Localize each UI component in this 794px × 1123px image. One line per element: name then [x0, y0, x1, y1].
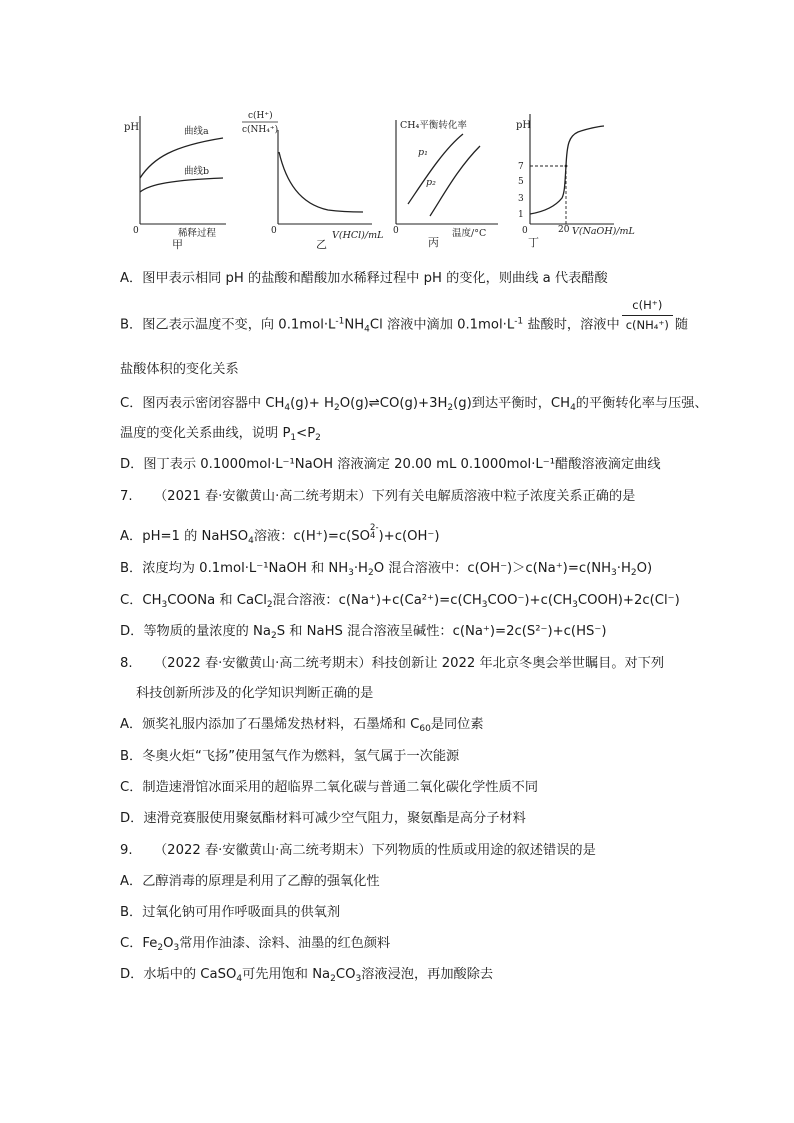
- q7-stem-text: （2021 春·安徽黄山·高二统考期末）下列有关电解质溶液中粒子浓度关系正确的是: [154, 489, 636, 504]
- ding-tick-3: 3: [518, 194, 524, 204]
- jia-x-label: 稀释过程: [178, 228, 217, 239]
- q7-b-text-5: O): [636, 561, 653, 576]
- q7-c-text-1: C．CH: [120, 593, 162, 608]
- q8-stem-line1: [120, 655, 664, 673]
- q9-d-text-1: D．水垢中的 CaSO: [120, 967, 237, 982]
- yi-y-label-num: c(H⁺): [248, 111, 273, 121]
- q7-c-text-5: COOH)+2c(Cl⁻): [577, 593, 680, 608]
- q6-c-text-5: 的平衡转化率与压强、: [575, 396, 708, 411]
- q8-a-text-2: 是同位素: [430, 717, 484, 732]
- q6-b-text-2: NH: [344, 317, 365, 333]
- ding-origin: 0: [522, 226, 528, 236]
- q9-c-text-3: 常用作油漆、涂料、油墨的红色颜料: [179, 936, 391, 951]
- ding-name: 丁: [528, 236, 539, 249]
- q7-stem: [120, 488, 635, 506]
- figure-jia: [118, 100, 238, 250]
- fraction-numerator: c(H⁺): [632, 298, 663, 312]
- ding-x-tick-20: 20: [558, 225, 570, 235]
- jia-curve-b-label: 曲线b: [184, 166, 210, 177]
- bing-curve-p1: [408, 134, 463, 204]
- q6-c-text-4: (g)到达平衡时，CH: [453, 396, 571, 411]
- q6-option-b-cont: 盐酸体积的变化关系: [120, 362, 239, 377]
- ding-tick-1: 1: [518, 210, 524, 220]
- ding-equivalence-point: [565, 165, 568, 168]
- q9-option-a: A．乙醇消毒的原理是利用了乙醇的强氧化性: [120, 874, 380, 889]
- q6-b-text-4: 盐酸时，溶液中: [523, 317, 620, 333]
- bing-name: 丙: [428, 236, 439, 249]
- q7-d-text-1: D．等物质的量浓度的 Na: [120, 624, 271, 639]
- bing-origin: 0: [393, 226, 399, 236]
- figure-bing: [388, 100, 518, 250]
- ding-y-label: pH: [516, 120, 532, 131]
- q8-stem-text-1: （2022 春·安徽黄山·高二统考期末）科技创新让 2022 年北京冬奥会举世瞩目。对下列: [154, 656, 665, 671]
- q7-option-c: C．$CH_3COONa$ 和 CaCl$_2$混合溶液：$c(Na^+)+c(Ca^{2+})=c(CH_3COO^-)+c(CH_3COOH)+2c(Cl^-)$: [120, 593, 680, 610]
- q6-b-text-1: B．图乙表示温度不变，向 0.1mol·L: [120, 317, 336, 333]
- q8-option-a: A．颁奖礼服内添加了石墨烯发热材料，石墨烯和 $C_{60}$是同位素: [120, 717, 484, 734]
- q9-c-text-2: O: [163, 936, 174, 951]
- q7-option-d: D．等物质的量浓度的 $Na_2S$ 和 NaHS 混合溶液呈碱性：c(Na⁺)=2c(S²⁻)+c(HS⁻): [120, 624, 607, 641]
- q6-b-text-5: 随: [674, 317, 689, 333]
- q9-c-text-1: C．Fe: [120, 936, 158, 951]
- q9-stem-text: （2022 春·安徽黄山·高二统考期末）下列物质的性质或用途的叙述错误的是: [154, 843, 596, 858]
- ding-x-label: V(NaOH)/mL: [572, 226, 635, 237]
- bing-curve-p2: [430, 146, 480, 216]
- ding-curve: [530, 126, 604, 214]
- jia-curve-a: [140, 138, 223, 178]
- yi-name: 乙: [316, 238, 327, 251]
- q7-d-text-2: S 和 NaHS 混合溶液呈碱性：c(Na⁺)=2c(S²⁻)+c(HS⁻): [276, 624, 607, 639]
- q8-option-d: D．速滑竞赛服使用聚氨酯材料可减少空气阻力，聚氨酯是高分子材料: [120, 811, 526, 826]
- q6-b-fraction: [622, 298, 673, 333]
- q7-a-ion: 2- 4: [370, 523, 379, 541]
- q7-c-text-4: COO⁻)+c(CH: [487, 593, 573, 608]
- q9-option-c: C．$Fe_2O_3$常用作油漆、涂料、油墨的红色颜料: [120, 936, 391, 953]
- fraction-denominator: c(NH₄⁺): [622, 315, 673, 333]
- yi-y-label-den: c(NH₄⁺): [242, 125, 279, 135]
- q7-c-text-3: 混合溶液：c(Na⁺)+c(Ca²⁺)=c(CH: [272, 593, 482, 608]
- q9-stem: [120, 842, 596, 860]
- q9-d-text-4: 溶液浸泡，再加酸除去: [361, 967, 494, 982]
- jia-curve-b: [140, 178, 223, 192]
- ding-tick-7: 7: [518, 162, 524, 172]
- q6-c-text-3: O(g)⇌CO(g)+3H: [339, 396, 448, 411]
- q8-option-c: C．制造速滑馆冰面采用的超临界二氧化碳与普通二氧化碳化学性质不同: [120, 780, 539, 795]
- yi-curve: [279, 152, 363, 212]
- q7-c-text-2: COONa 和 CaCl: [167, 593, 267, 608]
- jia-y-label: pH: [124, 122, 140, 133]
- bing-y-label: CH₄平衡转化率: [400, 120, 467, 131]
- q7-b-text-4: ·H: [616, 561, 631, 576]
- q9-d-text-3: CO: [335, 967, 356, 982]
- q8-option-b: B．冬奥火炬“飞扬”使用氢气作为燃料，氢气属于一次能源: [120, 749, 460, 764]
- q6-option-c-line2: 温度的变化关系曲线，说明 $P_1<P_2$: [120, 426, 321, 443]
- q6-c-text-7: <P: [296, 426, 316, 441]
- jia-origin: 0: [133, 226, 139, 236]
- q6-option-d: D．图丁表示 0.1000mol·L⁻¹NaOH 溶液滴定 20.00 mL 0.1000mol·L⁻¹醋酸溶液滴定曲线: [120, 457, 661, 472]
- q7-a-text-3: )+c(OH⁻): [378, 529, 440, 544]
- q6-b-text-3: Cl 溶液中滴加 0.1mol·L: [369, 317, 515, 333]
- q6-c-text-6: 温度的变化关系曲线，说明 P: [120, 426, 291, 441]
- q7-a-text-1: A．pH=1 的 NaHSO: [120, 529, 249, 544]
- q9-d-text-2: 可先用饱和 Na: [242, 967, 331, 982]
- q8-stem-line2: 科技创新所涉及的化学知识判断正确的是: [136, 686, 374, 701]
- q8-number: 8.: [120, 656, 133, 671]
- q7-a-text-2: 溶液：c(H⁺)=c(SO: [253, 529, 371, 544]
- ding-tick-5: 5: [518, 177, 524, 187]
- q7-b-text-1: B．浓度均为 0.1mol·L⁻¹NaOH 和 NH: [120, 561, 349, 576]
- q9-number: 9.: [120, 843, 133, 858]
- jia-curve-a-label: 曲线a: [184, 126, 209, 137]
- q6-option-c-line1: C．图丙表示密闭容器中 $CH_4(g)+$ $H_2O(g)\rightleftharpoons CO(g)+3H_2(g)$到达平衡时，$CH_4$的平衡转化率与压强、: [120, 396, 708, 413]
- q7-option-a: A．pH=1 的 NaHSO$_4$溶液：c(H⁺)=c(SO2- 4 )+c(OH⁻): [120, 523, 440, 546]
- yi-x-label: V(HCl)/mL: [332, 230, 384, 241]
- bing-p2-label: p₂: [426, 177, 436, 188]
- bing-x-label: 温度/°C: [452, 228, 487, 239]
- q6-option-b: B．图乙表示温度不变，向 $0.1mol\cdot L^{-1}NH_4Cl$ 溶液中滴加 $0.1mol\cdot L^{-1}$ 盐酸时，溶液中 $\frac{c(H^+)}{\text{c(NH₄⁺)}}$ 随: [120, 298, 689, 335]
- figure-row: [118, 100, 678, 250]
- bing-p1-label: p₁: [418, 147, 428, 158]
- q7-b-text-3: O 混合溶液中：c(OH⁻)＞c(Na⁺)=c(NH: [373, 561, 612, 576]
- figure-ding: [514, 100, 678, 250]
- q6-c-text-1: C．图丙表示密闭容器中 CH: [120, 396, 285, 411]
- q6-c-text-2: (g)+ H: [290, 396, 334, 411]
- yi-origin: 0: [271, 226, 277, 236]
- q8-a-text-1: A．颁奖礼服内添加了石墨烯发热材料，石墨烯和 C: [120, 717, 420, 732]
- q7-option-b: B．浓度均为 0.1mol·L⁻¹NaOH 和 $NH_3\cdot H_2O$ 混合溶液中：$c(OH^-)>c(Na^+)=c(NH_3\cdot H_2O)$: [120, 561, 653, 578]
- q6-option-a: A．图甲表示相同 pH 的盐酸和醋酸加水稀释过程中 pH 的变化，则曲线 a 代表醋酸: [120, 271, 608, 286]
- q9-option-d: D．水垢中的 CaSO$_4$可先用饱和 $Na_2CO_3$溶液浸泡，再加酸除去: [120, 967, 494, 984]
- q7-b-text-2: ·H: [353, 561, 368, 576]
- jia-name: 甲: [172, 238, 183, 251]
- q7-number: 7.: [120, 489, 133, 504]
- figure-yi: [238, 100, 388, 250]
- q9-option-b: B．过氧化钠可用作呼吸面具的供氧剂: [120, 905, 341, 920]
